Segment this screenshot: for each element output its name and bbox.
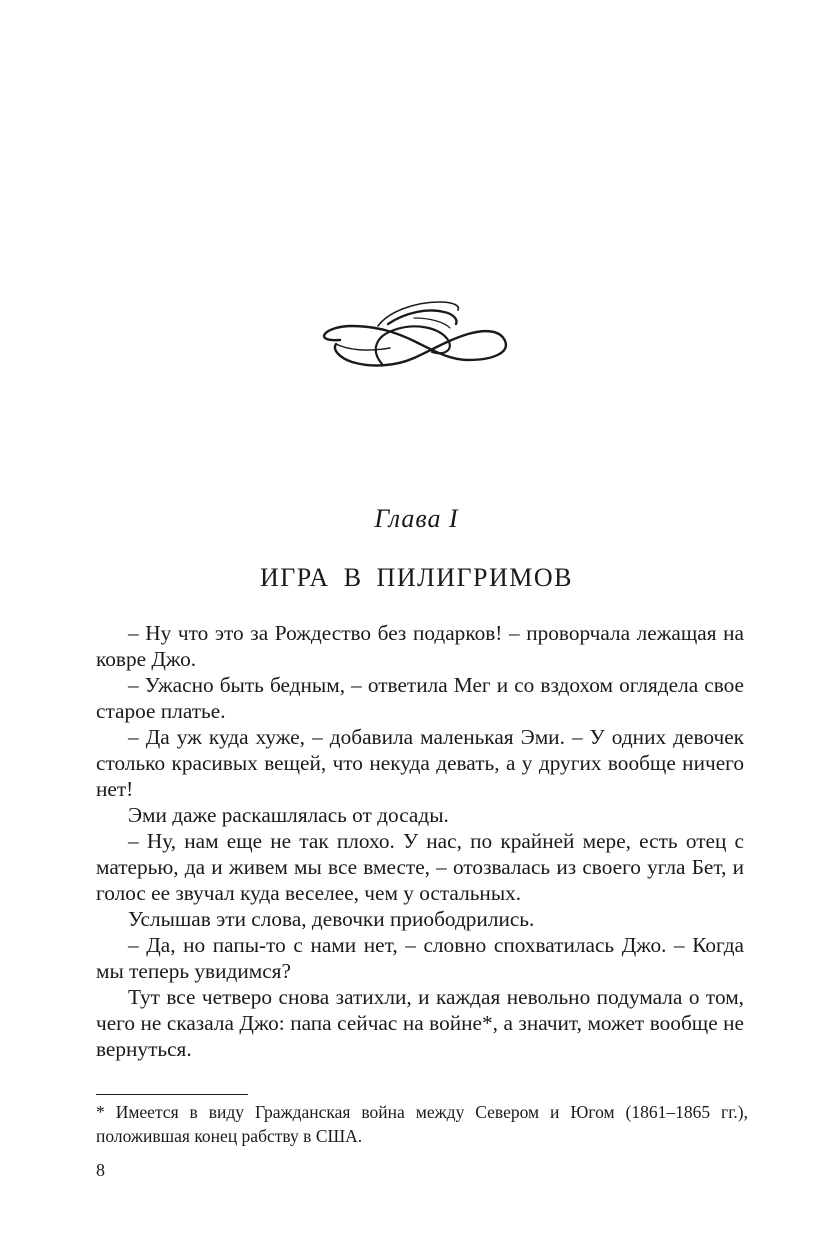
footnote-divider: [96, 1094, 248, 1095]
paragraph: – Ужасно быть бедным, – ответила Мег и со вздохом оглядела свое старое платье.: [96, 673, 744, 723]
paragraph: – Ну, нам еще не так плохо. У нас, по крайней мере, есть отец с матерью, да и живем мы все вместе, – отозвалась из своего угла Бет, и голос ее звучал куда веселее, чем у остальных.: [96, 829, 744, 905]
paragraph: Эми даже раскашлялась от досады.: [128, 803, 449, 827]
chapter-title: ИГРА В ПИЛИГРИМОВ: [259, 563, 574, 592]
paragraph: – Ну что это за Рождество без подарков! – проворчала лежащая на ковре Джо.: [96, 621, 744, 671]
page-number: 8: [96, 1160, 105, 1180]
paragraph: Услышав эти слова, девочки приободрились.: [128, 907, 535, 931]
paragraph: Тут все четверо снова затихли, и каждая невольно подумала о том, чего не сказала Джо: папа сейчас на войне*, а значит, может вообще не вернуться.: [96, 985, 744, 1061]
paragraph: – Да, но папы-то с нами нет, – словно спохватилась Джо. – Когда мы теперь увидимся?: [96, 933, 744, 983]
flourish-ornament-icon: [318, 292, 514, 376]
body-text: [96, 620, 744, 1062]
paragraph: – Да уж куда хуже, – добавила маленькая Эми. – У одних девочек столько красивых вещей, что некуда девать, а у других вообще ничего нет!: [96, 725, 744, 801]
footnote: * Имеется в виду Гражданская война между Севером и Югом (1861–1865 гг.), положившая конец рабству в США.: [96, 1102, 748, 1146]
chapter-label: Глава I: [374, 504, 459, 533]
